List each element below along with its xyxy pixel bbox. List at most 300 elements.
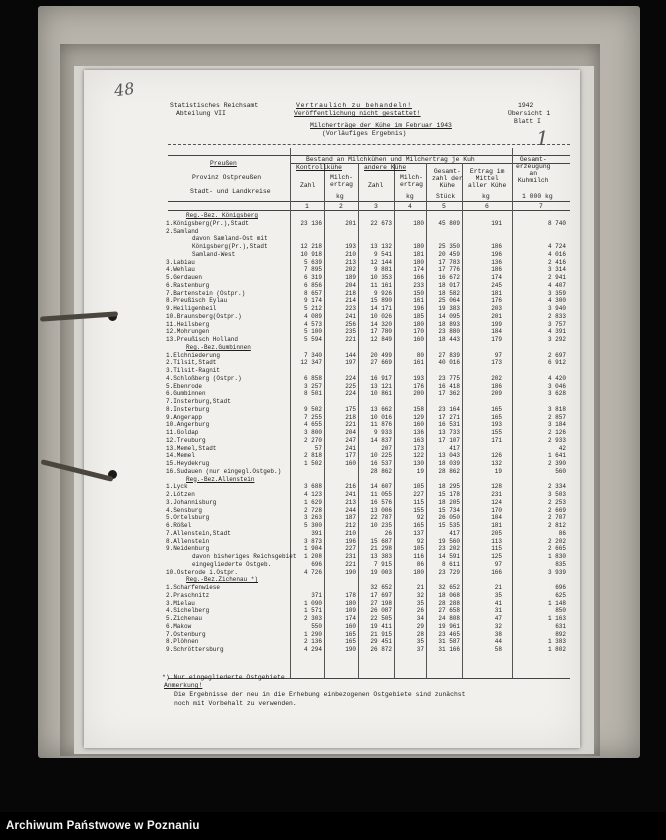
table-cell: 170 (413, 328, 424, 336)
table-cell: 560 (555, 467, 566, 475)
table-cell: 2 416 (547, 258, 566, 266)
table-cell: 3 359 (547, 289, 566, 297)
table-cell: 18 068 (438, 591, 460, 599)
table-cell: 184 (491, 328, 502, 336)
table-cell: 3 292 (547, 336, 566, 343)
table-cell: 174 (345, 615, 356, 622)
col-divider-3 (394, 163, 395, 678)
table-cell: 122 (413, 452, 424, 460)
table-cell: 35 (494, 591, 502, 599)
table-cell: 4 391 (547, 328, 566, 336)
row-label: 1.Lyck (166, 483, 188, 491)
archive-footer-bar (0, 812, 666, 840)
table-cell: 21 (494, 584, 502, 591)
table-cell: 9 926 (373, 289, 392, 297)
table-cell: 9 174 (303, 297, 322, 305)
row-label: 14.Memel (166, 452, 195, 460)
table-cell: 160 (345, 460, 356, 467)
table-cell: 7 915 (373, 560, 392, 568)
table-cell: 233 (413, 281, 424, 289)
table-cell: 186 (491, 243, 502, 250)
table-cell: 15 734 (438, 506, 460, 514)
table-cell: 15 178 (438, 491, 460, 498)
table-cell: 86 (416, 560, 424, 568)
head-milchertrag-2: Milch- ertrag (400, 174, 424, 188)
table-cell: 105 (413, 545, 424, 553)
table-cell: 15 890 (370, 297, 392, 305)
table-cell: 5 594 (303, 336, 322, 343)
table-cell: 20 499 (370, 351, 392, 359)
table-cell: 180 (413, 320, 424, 328)
table-cell: 160 (413, 421, 424, 429)
year: 1942 (518, 102, 534, 109)
table-cell: 6 912 (547, 359, 566, 367)
table-cell: 256 (345, 320, 356, 328)
table-cell: 26 (384, 529, 392, 537)
table-cell: 4 016 (547, 250, 566, 258)
table-cell: 185 (413, 312, 424, 320)
row-label: 10.Osterode i.Ostpr. (166, 568, 239, 576)
table-cell: 26 050 (438, 514, 460, 522)
table-cell: 14 591 (438, 553, 460, 560)
table-cell: 19 961 (438, 622, 460, 630)
document-title: Milcherträge der Kühe im Februar 1943 (310, 122, 452, 129)
table-cell: 23 465 (438, 630, 460, 638)
table-cell: 47 (494, 615, 502, 622)
table-cell: 201 (345, 219, 356, 227)
office-name: Statistisches Reichsamt (170, 102, 259, 109)
table-cell: 160 (413, 336, 424, 343)
table-cell: 22 673 (370, 219, 392, 227)
row-label: 4.Sensburg (166, 506, 203, 514)
row-label: 1.Scharfenwiese (166, 584, 221, 591)
row-label: davon bisheriges Reichsgebiet (192, 553, 297, 560)
table-cell: 10 026 (370, 312, 392, 320)
table-cell: 10 918 (300, 250, 322, 258)
table-cell: 1 830 (547, 553, 566, 560)
table-cell: 201 (491, 312, 502, 320)
table-cell: 161 (413, 359, 424, 367)
table-cell: 241 (345, 491, 356, 498)
table-cell: 14 607 (370, 483, 392, 491)
table-cell: 209 (491, 390, 502, 398)
table-cell: 18 893 (438, 320, 460, 328)
table-cell: 45 809 (438, 219, 460, 227)
table-cell: 97 (494, 560, 502, 568)
table-cell: 4 294 (303, 646, 322, 653)
table-cell: 2 669 (547, 506, 566, 514)
table-cell: 696 (311, 560, 322, 568)
table-cell: 19 (494, 467, 502, 475)
table-cell: 21 915 (370, 630, 392, 638)
header-rule-3 (168, 201, 570, 202)
row-label: 8.Plöhnen (166, 638, 199, 646)
table-cell: 241 (345, 312, 356, 320)
table-cell: 10 225 (370, 452, 392, 460)
table-cell: 35 (416, 638, 424, 646)
top-rule (168, 144, 570, 145)
head-kontrollkuehe: Kontrollkühe (296, 164, 343, 171)
table-cell: 2 136 (303, 638, 322, 646)
head-zahl-2: Zahl (368, 182, 384, 189)
col-divider-6 (512, 148, 513, 678)
row-label: 9.Heiligenbeil (166, 305, 217, 312)
table-cell: 18 443 (438, 336, 460, 343)
table-cell: 18 039 (438, 460, 460, 467)
table-cell: 161 (413, 297, 424, 305)
archive-name: Archiwum Państwowe w Poznaniu (6, 820, 200, 832)
table-cell: 132 (491, 460, 502, 467)
table-cell: 158 (413, 405, 424, 413)
table-cell: 180 (413, 568, 424, 576)
table-cell: 193 (491, 421, 502, 429)
table-cell: 231 (345, 553, 356, 560)
table-cell: 113 (491, 537, 502, 545)
table-cell: 155 (491, 429, 502, 436)
table-cell: 4 407 (547, 281, 566, 289)
table-cell: 5 100 (303, 328, 322, 336)
confidential-line2: Veröffentlichung nicht gestattet! (294, 110, 421, 117)
document-page (84, 70, 580, 748)
table-cell: 2 126 (547, 429, 566, 436)
row-label: 1.Elchniederung (166, 351, 221, 359)
col-number-4: 4 (408, 203, 412, 210)
table-cell: 17 780 (370, 328, 392, 336)
table-cell: 32 (416, 591, 424, 599)
table-cell: 130 (413, 460, 424, 467)
table-cell: 4 089 (303, 312, 322, 320)
office-department: Abteilung VII (176, 110, 226, 117)
table-cell: 2 728 (303, 506, 322, 514)
table-cell: 11 876 (370, 421, 392, 429)
row-label: 9.Angerapp (166, 413, 203, 421)
head-kg-3: kg (482, 193, 490, 200)
table-cell: 27 198 (370, 599, 392, 607)
col-number-7: 7 (539, 203, 543, 210)
table-cell: 200 (413, 390, 424, 398)
table-cell: 28 862 (370, 467, 392, 475)
table-cell: 176 (491, 297, 502, 305)
table-cell: 32 (494, 622, 502, 630)
table-cell: 197 (345, 359, 356, 367)
table-cell: 27 658 (438, 607, 460, 615)
table-cell: 19 003 (370, 568, 392, 576)
table-cell: 186 (491, 266, 502, 274)
row-label: 7.Ostenburg (166, 630, 206, 638)
row-label: 4.Schloßberg (Ostpr.) (166, 374, 242, 382)
table-cell: 224 (345, 374, 356, 382)
head-milchertrag-1: Milch- ertrag (330, 174, 354, 188)
head-province: Provinz Ostpreußen (192, 174, 262, 181)
head-gesamterzeugung: Gesamt- erzeugung an Kuhmilch (516, 156, 551, 184)
table-cell: 1 629 (303, 498, 322, 506)
table-cell: 21 (416, 584, 424, 591)
table-cell: 136 (491, 258, 502, 266)
table-cell: 227 (345, 545, 356, 553)
table-cell: 2 818 (303, 452, 322, 460)
table-cell: 9 933 (373, 429, 392, 436)
col-divider-0 (290, 148, 291, 678)
row-label: 3.Johannisburg (166, 498, 217, 506)
table-cell: 193 (345, 243, 356, 250)
table-cell: 31 587 (438, 638, 460, 646)
table-cell: 14 837 (370, 436, 392, 444)
col-number-3: 3 (374, 203, 378, 210)
table-cell: 1 802 (547, 646, 566, 653)
table-cell: 3 314 (547, 266, 566, 274)
table-cell: 8 611 (441, 560, 460, 568)
table-cell: 204 (345, 281, 356, 289)
table-cell: 28 (416, 630, 424, 638)
table-cell: 213 (345, 498, 356, 506)
col-divider-4 (426, 163, 427, 678)
table-cell: 3 184 (547, 421, 566, 429)
table-cell: 216 (345, 483, 356, 491)
table-cell: 109 (345, 607, 356, 615)
row-label: 8.Allenstein (166, 537, 210, 545)
table-cell: 2 833 (547, 312, 566, 320)
table-cell: 835 (555, 560, 566, 568)
table-cell: 26 087 (370, 607, 392, 615)
table-cell: 165 (491, 413, 502, 421)
row-label: 7.Insterburg,Stadt (166, 398, 231, 405)
table-cell: 14 320 (370, 320, 392, 328)
table-cell: 180 (413, 243, 424, 250)
table-cell: 625 (555, 591, 566, 599)
row-label: 11.Goldap (166, 429, 199, 436)
table-cell: 34 (416, 615, 424, 622)
table-cell: 631 (555, 622, 566, 630)
row-label: 6.Makow (166, 622, 192, 630)
row-label: Königsberg(Pr.),Stadt (192, 243, 268, 250)
table-cell: 26 (416, 607, 424, 615)
table-cell: 12 144 (370, 258, 392, 266)
table-cell: 371 (311, 591, 322, 599)
table-cell: 12 218 (300, 243, 322, 250)
table-cell: 6 319 (303, 274, 322, 281)
row-label: 4.Wehlau (166, 266, 195, 274)
row-label: 6.Rastenburg (166, 281, 210, 289)
table-cell: 4 724 (547, 243, 566, 250)
row-label: 5.Zichenau (166, 615, 203, 622)
table-cell: 2 697 (547, 351, 566, 359)
table-cell: 203 (491, 305, 502, 312)
table-cell: 116 (413, 553, 424, 560)
table-cell: 550 (311, 622, 322, 630)
table-cell: 18 205 (438, 498, 460, 506)
row-label: 1.Königsberg(Pr.),Stadt (166, 219, 249, 227)
table-cell: 2 812 (547, 522, 566, 529)
table-cell: 1 290 (303, 630, 322, 638)
table-cell: 231 (491, 491, 502, 498)
footnote-mark: *) Nur eingegliederte Ostgebiete (162, 674, 285, 681)
table-cell: 137 (413, 529, 424, 537)
col-number-5: 5 (442, 203, 446, 210)
table-cell: 144 (345, 351, 356, 359)
table-cell: 57 (314, 444, 322, 452)
table-cell: 2 253 (547, 498, 566, 506)
table-cell: 97 (494, 351, 502, 359)
table-cell: 18 017 (438, 281, 460, 289)
table-cell: 32 652 (370, 584, 392, 591)
table-cell: 166 (413, 274, 424, 281)
table-cell: 165 (345, 630, 356, 638)
table-cell: 202 (491, 374, 502, 382)
table-cell: 16 531 (438, 421, 460, 429)
table-cell: 22 787 (370, 514, 392, 522)
table-cell: 4 300 (547, 297, 566, 305)
table-cell: 391 (311, 529, 322, 537)
head-group: Bestand an Milchkühen und Milchertrag je Kuh (306, 156, 475, 163)
table-cell: 244 (345, 506, 356, 514)
table-cell: 23 202 (438, 545, 460, 553)
table-cell: 1 904 (303, 545, 322, 553)
table-cell: 28 862 (438, 467, 460, 475)
table-cell: 115 (491, 545, 502, 553)
row-label: 8.Preußisch Eylau (166, 297, 228, 305)
table-cell: 181 (491, 522, 502, 529)
sheet-label: Blatt I (514, 118, 541, 125)
table-cell: 27 839 (438, 351, 460, 359)
table-cell: 42 (558, 444, 566, 452)
table-cell: 214 (345, 297, 356, 305)
row-label: 7.Allenstein,Stadt (166, 529, 231, 537)
head-stueck: Stück (436, 193, 456, 200)
table-cell: 178 (345, 591, 356, 599)
table-cell: 92 (416, 514, 424, 522)
table-cell: 2 270 (303, 436, 322, 444)
table-cell: 13 043 (438, 452, 460, 460)
footnote-line1: Die Ergebnisse der neu in die Erhebung einbezogenen Ostgebiete sind zunächst (174, 691, 466, 698)
section-heading: Reg.-Bez.Gumbinnen (186, 343, 251, 351)
table-cell: 20 459 (438, 250, 460, 258)
table-cell: 58 (494, 646, 502, 653)
table-cell: 16 418 (438, 382, 460, 390)
table-cell: 3 940 (547, 305, 566, 312)
table-cell: 155 (413, 506, 424, 514)
table-cell: 245 (491, 281, 502, 289)
confidential-line1: Vertraulich zu behandeln! (296, 102, 412, 109)
head-gesamtzahl: Gesamt- zahl der Kühe (432, 168, 463, 189)
section-heading: Reg.-Bez.Allenstein (186, 475, 255, 483)
col-number-6: 6 (485, 203, 489, 210)
table-cell: 4 726 (303, 568, 322, 576)
table-cell: 892 (555, 630, 566, 638)
col-number-2: 2 (339, 203, 343, 210)
table-cell: 171 (491, 436, 502, 444)
table-cell: 15 535 (438, 522, 460, 529)
footnote-line2: noch mit Vorbehalt zu verwenden. (174, 700, 297, 707)
table-cell: 92 (416, 537, 424, 545)
table-cell: 186 (491, 382, 502, 390)
table-cell: 212 (345, 522, 356, 529)
table-cell: 3 257 (303, 382, 322, 390)
table-cell: 5 639 (303, 258, 322, 266)
table-cell: 205 (491, 529, 502, 537)
row-label: 9.Schröttersburg (166, 646, 224, 653)
table-cell: 31 (494, 607, 502, 615)
table-cell: 128 (491, 483, 502, 491)
table-cell: 235 (345, 328, 356, 336)
table-cell: 2 941 (547, 274, 566, 281)
table-cell: 17 107 (438, 436, 460, 444)
document-subtitle: (Vorläufiges Ergebnis) (322, 130, 407, 137)
table-cell: 2 334 (547, 483, 566, 491)
table-cell: 44 (494, 638, 502, 646)
table-cell: 225 (345, 382, 356, 390)
table-cell: 224 (345, 390, 356, 398)
table-cell: 19 (416, 467, 424, 475)
table-cell: 11 055 (370, 491, 392, 498)
table-cell: 6 856 (303, 281, 322, 289)
table-cell: 25 350 (438, 243, 460, 250)
row-label: 8.Insterburg (166, 405, 210, 413)
table-cell: 218 (345, 413, 356, 421)
head-preussen: Preußen (210, 160, 237, 167)
table-cell: 1 148 (547, 599, 566, 607)
table-cell: 7 255 (303, 413, 322, 421)
table-cell: 2 202 (547, 537, 566, 545)
table-cell: 7 340 (303, 351, 322, 359)
table-cell: 4 420 (547, 374, 566, 382)
row-label: 6.Rößel (166, 522, 192, 529)
table-cell: 16 672 (438, 274, 460, 281)
table-cell: 1 208 (303, 553, 322, 560)
table-cell: 191 (491, 219, 502, 227)
table-cell: 10 235 (370, 522, 392, 529)
table-cell: 3 800 (303, 429, 322, 436)
row-label: eingegliederte Ostgeb. (192, 560, 272, 568)
table-cell: 1 090 (303, 599, 322, 607)
table-cell: 223 (345, 305, 356, 312)
col-divider-1 (324, 163, 325, 678)
table-cell: 3 757 (547, 320, 566, 328)
table-cell: 129 (413, 413, 424, 421)
table-cell: 4 655 (303, 421, 322, 429)
table-cell: 8 501 (303, 390, 322, 398)
table-cell: 181 (413, 250, 424, 258)
table-cell: 176 (413, 382, 424, 390)
table-cell: 1 383 (547, 638, 566, 646)
table-cell: 2 390 (547, 460, 566, 467)
table-cell: 8 657 (303, 289, 322, 297)
head-andere-kuehe: andere Kühe (364, 164, 407, 171)
table-cell: 18 295 (438, 483, 460, 491)
footnote-heading: Anmerkung! (164, 682, 203, 689)
table-cell: 150 (413, 289, 424, 297)
overview-label: Übersicht 1 (508, 110, 551, 117)
table-cell: 160 (345, 622, 356, 630)
row-label: 3.Mielau (166, 599, 195, 607)
table-cell: 9 541 (373, 250, 392, 258)
table-cell: 8 740 (547, 219, 566, 227)
table-cell: 17 776 (438, 266, 460, 274)
table-cell: 3 628 (547, 390, 566, 398)
table-cell: 190 (345, 568, 356, 576)
table-cell: 180 (413, 219, 424, 227)
table-cell: 202 (345, 266, 356, 274)
row-label: 2.Tilsit,Stadt (166, 359, 217, 367)
table-cell: 26 872 (370, 646, 392, 653)
table-cell: 3 873 (303, 537, 322, 545)
section-heading: Reg.-Bez. Königsberg (186, 212, 259, 219)
table-cell: 12 347 (300, 359, 322, 367)
table-cell: 25 064 (438, 297, 460, 305)
table-cell: 13 733 (438, 429, 460, 436)
table-cell: 221 (345, 560, 356, 568)
row-label: 13.Memel,Stadt (166, 444, 217, 452)
table-cell: 16 537 (370, 460, 392, 467)
